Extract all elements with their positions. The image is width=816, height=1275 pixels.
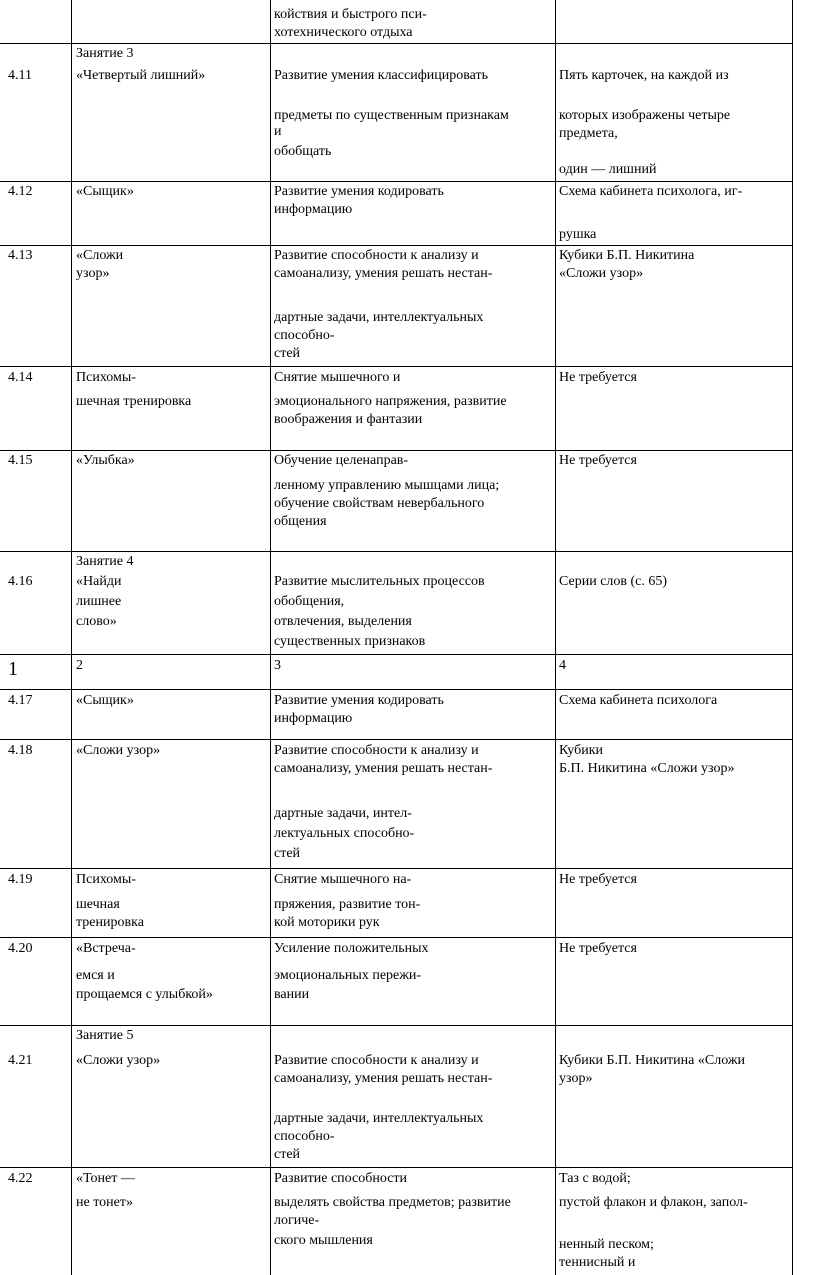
table-cell-text: 4.18 bbox=[8, 743, 33, 758]
table-cell-text: узор» bbox=[559, 1071, 593, 1086]
table-cell-text: самоанализу, умения решать нестан- bbox=[274, 1071, 493, 1086]
table-cell-text: ского мышления bbox=[274, 1233, 373, 1248]
table-cell-text: узор» bbox=[76, 266, 110, 281]
table-cell-text: дартные задачи, интел- bbox=[274, 806, 412, 821]
table-cell-text: Не требуется bbox=[559, 872, 637, 887]
table-cell-text: Не требуется bbox=[559, 453, 637, 468]
table-cell-text: Схема кабинета психолога bbox=[559, 693, 718, 708]
table-cell-text: Занятие 4 bbox=[76, 554, 134, 569]
table-cell-text: 4.21 bbox=[8, 1053, 33, 1068]
table-cell-text: «Встреча- bbox=[76, 941, 136, 956]
row-divider bbox=[0, 366, 793, 367]
table-cell-text: стей bbox=[274, 846, 301, 861]
row-divider bbox=[0, 937, 793, 938]
table-cell-text: «Четвертый лишний» bbox=[76, 68, 206, 83]
table-cell-text: обобщать bbox=[274, 144, 332, 159]
table-cell-text: 4.15 bbox=[8, 453, 33, 468]
table-cell-text: выделять свойства предметов; развитие bbox=[274, 1195, 511, 1210]
table-cell-text: один — лишний bbox=[559, 162, 657, 177]
table-cell-text: Развитие мыслительных процессов bbox=[274, 574, 485, 589]
table-cell-text: Занятие 3 bbox=[76, 46, 134, 61]
table-cell-text: 4.19 bbox=[8, 872, 33, 887]
table-cell-text: Таз с водой; bbox=[559, 1171, 631, 1186]
table-cell-text: Развитие умения классифицировать bbox=[274, 68, 489, 83]
table-cell-text: 4.16 bbox=[8, 574, 33, 589]
table-cell-text: самоанализу, умения решать нестан- bbox=[274, 266, 493, 281]
table-cell-text: общения bbox=[274, 514, 327, 529]
table-cell-text: слово» bbox=[76, 614, 117, 629]
row-divider bbox=[0, 654, 793, 655]
table-cell-text: воображения и фантазии bbox=[274, 412, 423, 427]
table-cell-text: ненный песком; bbox=[559, 1237, 654, 1252]
table-cell-text: предметы по существенным признакам bbox=[274, 108, 509, 123]
table-cell-text: Психомы- bbox=[76, 872, 136, 887]
table-cell-text: тренировка bbox=[76, 915, 144, 930]
table-cell-text: логиче- bbox=[274, 1213, 320, 1228]
row-divider bbox=[0, 1167, 793, 1168]
table-border-right bbox=[792, 0, 793, 1275]
row-divider bbox=[0, 245, 793, 246]
table-cell-text: 3 bbox=[274, 658, 281, 673]
table-cell-text: информацию bbox=[274, 711, 353, 726]
table-cell-text: лектуальных способно- bbox=[274, 826, 415, 841]
row-divider bbox=[0, 43, 793, 44]
table-cell-text: Развитие умения кодировать bbox=[274, 693, 444, 708]
table-cell-text: «Сыщик» bbox=[76, 184, 134, 199]
table-cell-text: 4.20 bbox=[8, 941, 33, 956]
table-cell-text: шечная bbox=[76, 897, 120, 912]
table-cell-text: Снятие мышечного на- bbox=[274, 872, 412, 887]
table-cell-text: «Тонет — bbox=[76, 1171, 135, 1186]
table-cell-text: Усиление положительных bbox=[274, 941, 429, 956]
table-cell-text: 2 bbox=[76, 658, 83, 673]
table-cell-text: Развитие способности к анализу и bbox=[274, 743, 479, 758]
table-cell-text: способно- bbox=[274, 328, 335, 343]
table-cell-text: которых изображены четыре bbox=[559, 108, 731, 123]
table-cell-text: Развитие способности к анализу и bbox=[274, 248, 479, 263]
table-cell-text: Кубики bbox=[559, 743, 604, 758]
table-cell-text: пряжения, развитие тон- bbox=[274, 897, 421, 912]
table-cell-text: самоанализу, умения решать нестан- bbox=[274, 761, 493, 776]
row-divider bbox=[0, 739, 793, 740]
table-cell-text: теннисный и bbox=[559, 1255, 636, 1270]
table-cell-text: Занятие 5 bbox=[76, 1028, 134, 1043]
table-cell-text: кой моторики рук bbox=[274, 915, 380, 930]
table-cell-text: «Сложи узор» bbox=[559, 266, 644, 281]
table-cell-text: обобщения, bbox=[274, 594, 345, 609]
table-cell-text: «Найди bbox=[76, 574, 122, 589]
table-border-col2 bbox=[270, 0, 271, 1275]
table-cell-text: Развитие умения кодировать bbox=[274, 184, 444, 199]
table-cell-text: шечная тренировка bbox=[76, 394, 192, 409]
table-cell-text: Схема кабинета психолога, иг- bbox=[559, 184, 743, 199]
table-cell-text: ленному управлению мышцами лица; bbox=[274, 478, 500, 493]
table-cell-text: дартные задачи, интеллектуальных bbox=[274, 310, 484, 325]
table-cell-text: Снятие мышечного и bbox=[274, 370, 401, 385]
table-cell-text: существенных признаков bbox=[274, 634, 426, 649]
table-cell-text: хотехнического отдыха bbox=[274, 25, 413, 40]
table-cell-text: 4.13 bbox=[8, 248, 33, 263]
table-cell-text: Б.П. Никитина «Сложи узор» bbox=[559, 761, 735, 776]
table-cell-text: «Улыбка» bbox=[76, 453, 135, 468]
table-cell-text: эмоционального напряжения, развитие bbox=[274, 394, 507, 409]
table-cell-text: прощаемся с улыбкой» bbox=[76, 987, 213, 1002]
table-cell-text: Кубики Б.П. Никитина bbox=[559, 248, 695, 263]
row-divider bbox=[0, 689, 793, 690]
table-cell-text: 4.17 bbox=[8, 693, 33, 708]
row-divider bbox=[0, 181, 793, 182]
table-cell-text: не тонет» bbox=[76, 1195, 133, 1210]
table-cell-text: 1 bbox=[8, 658, 18, 680]
table-cell-text: Развитие способности к анализу и bbox=[274, 1053, 479, 1068]
table-cell-text: рушка bbox=[559, 227, 597, 242]
row-divider bbox=[0, 450, 793, 451]
table-border-left bbox=[71, 0, 72, 1275]
row-divider bbox=[0, 551, 793, 552]
table-cell-text: Обучение целенаправ- bbox=[274, 453, 409, 468]
table-cell-text: и bbox=[274, 124, 282, 139]
table-cell-text: 4.22 bbox=[8, 1171, 33, 1186]
table-cell-text: 4.14 bbox=[8, 370, 33, 385]
table-cell-text: Не требуется bbox=[559, 941, 637, 956]
table-cell-text: эмоциональных пережи- bbox=[274, 968, 422, 983]
table-cell-text: отвлечения, выделения bbox=[274, 614, 412, 629]
table-cell-text: емся и bbox=[76, 968, 115, 983]
table-cell-text: «Сыщик» bbox=[76, 693, 134, 708]
table-cell-text: «Сложи узор» bbox=[76, 1053, 161, 1068]
table-cell-text: Не требуется bbox=[559, 370, 637, 385]
table-cell-text: стей bbox=[274, 346, 301, 361]
table-cell-text: способно- bbox=[274, 1129, 335, 1144]
table-cell-text: «Сложи bbox=[76, 248, 124, 263]
table-cell-text: Психомы- bbox=[76, 370, 136, 385]
table-cell-text: лишнее bbox=[76, 594, 122, 609]
table-cell-text: информацию bbox=[274, 202, 353, 217]
table-cell-text: вании bbox=[274, 987, 310, 1002]
table-cell-text: дартные задачи, интеллектуальных bbox=[274, 1111, 484, 1126]
table-border-col3 bbox=[555, 0, 556, 1275]
table-cell-text: предмета, bbox=[559, 126, 618, 141]
table-cell-text: Серии слов (с. 65) bbox=[559, 574, 668, 589]
table-cell-text: стей bbox=[274, 1147, 301, 1162]
table-cell-text: Кубики Б.П. Никитина «Сложи bbox=[559, 1053, 746, 1068]
table-cell-text: обучение свойствам невербального bbox=[274, 496, 485, 511]
row-divider bbox=[0, 1025, 793, 1026]
table-cell-text: «Сложи узор» bbox=[76, 743, 161, 758]
row-divider bbox=[0, 868, 793, 869]
table-cell-text: койствия и быстрого пси- bbox=[274, 7, 427, 22]
table-cell-text: 4.12 bbox=[8, 184, 33, 199]
table-cell-text: пустой флакон и флакон, запол- bbox=[559, 1195, 748, 1210]
table-cell-text: 4 bbox=[559, 658, 566, 673]
table-cell-text: Пять карточек, на каждой из bbox=[559, 68, 729, 83]
table-cell-text: 4.11 bbox=[8, 68, 32, 83]
table-cell-text: Развитие способности bbox=[274, 1171, 408, 1186]
